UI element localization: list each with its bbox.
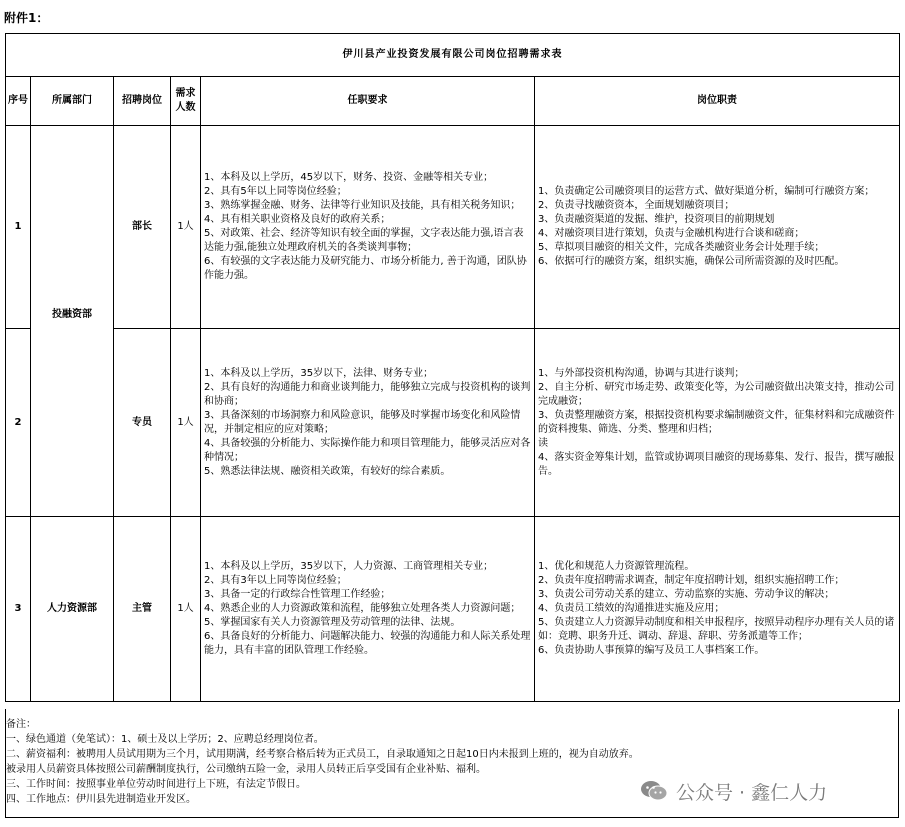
- requirement-item: 2、具有3年以上同等岗位经验；: [204, 575, 347, 586]
- note-item: 二、薪资福利：被聘用人员试用期为三个月，试用期满，经考察合格后转为正式员工，自录取通知之日起10日内未报到上班的，视为自动放弃。: [6, 749, 639, 760]
- recruitment-table: [5, 33, 900, 702]
- requirements-cell: [201, 517, 535, 702]
- requirement-item: 1、本科及以上学历，45岁以下，财务、投资、金融等相关专业；: [204, 172, 494, 183]
- requirements-cell: [201, 329, 535, 517]
- watermark: [640, 776, 890, 806]
- duty-item: 4、负责员工绩效的沟通推进实施及应用；: [538, 603, 725, 614]
- dept-cell: 人力资源部: [31, 517, 114, 702]
- duty-item: 读: [538, 437, 548, 449]
- requirements-cell: [201, 126, 535, 329]
- duties-cell: [535, 126, 900, 329]
- requirement-item: 3、具备深刻的市场洞察力和风险意识，能够及时掌握市场变化和风险情况，并制定相应的应对策略；: [204, 409, 521, 435]
- requirement-item: 1、本科及以上学历，35岁以下，法律、财务专业；: [204, 367, 434, 379]
- requirement-item: 4、具有相关职业资格及良好的政府关系；: [204, 214, 391, 225]
- row-no: 2: [6, 329, 31, 517]
- attachment-label: 附件1：: [4, 11, 49, 25]
- duty-item: 6、依据可行的融资方案，组织实施，确保公司所需资源的及时匹配。: [538, 256, 845, 267]
- header-duties: 岗位职责: [535, 77, 900, 126]
- position-cell: 部长: [114, 126, 171, 329]
- duty-item: 3、负责公司劳动关系的建立、劳动监察的实施、劳动争议的解决；: [538, 589, 835, 600]
- requirement-item: 5、掌握国家有关人力资源管理及劳动管理的法律、法规。: [204, 617, 461, 628]
- table-row: [6, 329, 900, 517]
- requirement-item: 6、有较强的文字表达能力及研究能力、市场分析能力, 善于沟通，团队协作能力强。: [204, 256, 527, 281]
- requirement-item: 3、具备一定的行政综合性管理工作经验；: [204, 589, 391, 600]
- dept-cell: [31, 126, 114, 517]
- count-cell: 1人: [171, 517, 201, 702]
- header-no: 序号: [6, 77, 31, 126]
- duty-item: 5、负责建立人力资源异动制度和相关申报程序，按照异动程序办理有关人员的诸如：竞聘、职务升迁、调动、辞退、辞职、劳务派遣等工作；: [538, 617, 895, 642]
- requirement-item: 6、具备良好的分析能力、问题解决能力、较强的沟通能力和人际关系处理能力，具有丰富的团队管理工作经验。: [204, 631, 531, 656]
- note-item: 四、工作地点：伊川县先进制造业开发区。: [6, 794, 196, 805]
- requirement-item: 3、熟练掌握金融、财务、法律等行业知识及技能，具有相关税务知识；: [204, 200, 521, 211]
- dept-label: 投融资部: [52, 309, 92, 320]
- header-count: 需求人数: [171, 77, 201, 126]
- row-no: 3: [6, 517, 31, 702]
- wechat-icon: [640, 779, 668, 803]
- duty-item: 5、草拟项目融资的相关文件，完成各类融资业务会计处理手续；: [538, 242, 825, 253]
- count-cell: 1人: [171, 329, 201, 517]
- duty-item: 1、优化和规范人力资源管理流程。: [538, 561, 695, 572]
- note-item: 被录用人员薪资具体按照公司薪酬制度执行，公司缴纳五险一金，录用人员转正后享受国有企业补贴、福利。: [6, 764, 486, 775]
- duty-item: 3、负责融资渠道的发掘、维护，投资项目的前期规划: [538, 214, 775, 225]
- duty-item: 4、对融资项目进行策划，负责与金融机构进行合谈和磋商；: [538, 228, 805, 239]
- header-position: 招聘岗位: [114, 77, 171, 126]
- requirement-item: 2、具有良好的沟通能力和商业谈判能力，能够独立完成与投资机构的谈判和协商；: [204, 381, 531, 407]
- notes-heading: 备注：: [6, 719, 36, 730]
- table-row: [6, 517, 900, 702]
- row-no: 1: [6, 126, 31, 329]
- duty-item: 1、与外部投资机构沟通，协调与其进行谈判；: [538, 367, 745, 379]
- requirement-item: 2、具有5年以上同等岗位经验；: [204, 186, 347, 197]
- position-cell: 主管: [114, 517, 171, 702]
- requirement-item: 4、熟悉企业的人力资源政策和流程，能够独立处理各类人力资源问题；: [204, 603, 521, 614]
- note-item: 三、工作时间：按照事业单位劳动时间进行上下班，有法定节假日。: [6, 779, 306, 790]
- duty-item: 6、负责协助人事预算的编写及员工人事档案工作。: [538, 645, 765, 656]
- duty-item: 4、落实资金筹集计划，监管或协调项目融资的现场募集、发行、报告，撰写融报告。: [538, 451, 895, 477]
- note-item: 一、绿色通道（免笔试）：1、硕士及以上学历；2、应聘总经理岗位者。: [6, 734, 324, 745]
- header-requirements: 任职要求: [201, 77, 535, 126]
- duty-item: 2、自主分析、研究市场走势、政策变化等，为公司融资做出决策支持，推动公司完成融资；: [538, 381, 895, 407]
- watermark-text: 公众号 · 鑫仁人力: [676, 781, 828, 804]
- header-dept: 所属部门: [31, 77, 114, 126]
- requirement-item: 1、本科及以上学历，35岁以下，人力资源、工商管理相关专业；: [204, 561, 494, 572]
- table-title: 伊川县产业投资发展有限公司岗位招聘需求表: [6, 34, 900, 77]
- requirement-item: 4、具备较强的分析能力、实际操作能力和项目管理能力，能够灵活应对各种情况；: [204, 437, 531, 463]
- duty-item: 2、负责寻找融资资本，全面规划融资项目；: [538, 200, 735, 211]
- count-cell: 1人: [171, 126, 201, 329]
- duty-item: 3、负责整理融资方案，根据投资机构要求编制融资文件，征集材料和完成融资件的资料搜集、筛选、分类、整理和归档；: [538, 409, 895, 435]
- duties-cell: [535, 329, 900, 517]
- duty-item: 2、负责年度招聘需求调查，制定年度招聘计划，组织实施招聘工作；: [538, 575, 845, 586]
- requirement-item: 5、熟悉法律法规、融资相关政策，有较好的综合素质。: [204, 465, 451, 477]
- position-cell: 专员: [114, 329, 171, 517]
- requirement-item: 5、对政策、社会、经济等知识有较全面的掌握，文字表达能力强,语言表达能力强,能独立处理政府机关的各类谈判事物；: [204, 228, 524, 253]
- duty-item: 1、负责确定公司融资项目的运营方式、做好渠道分析，编制可行融资方案；: [538, 186, 875, 197]
- duties-cell: [535, 517, 900, 702]
- table-row: [6, 126, 900, 329]
